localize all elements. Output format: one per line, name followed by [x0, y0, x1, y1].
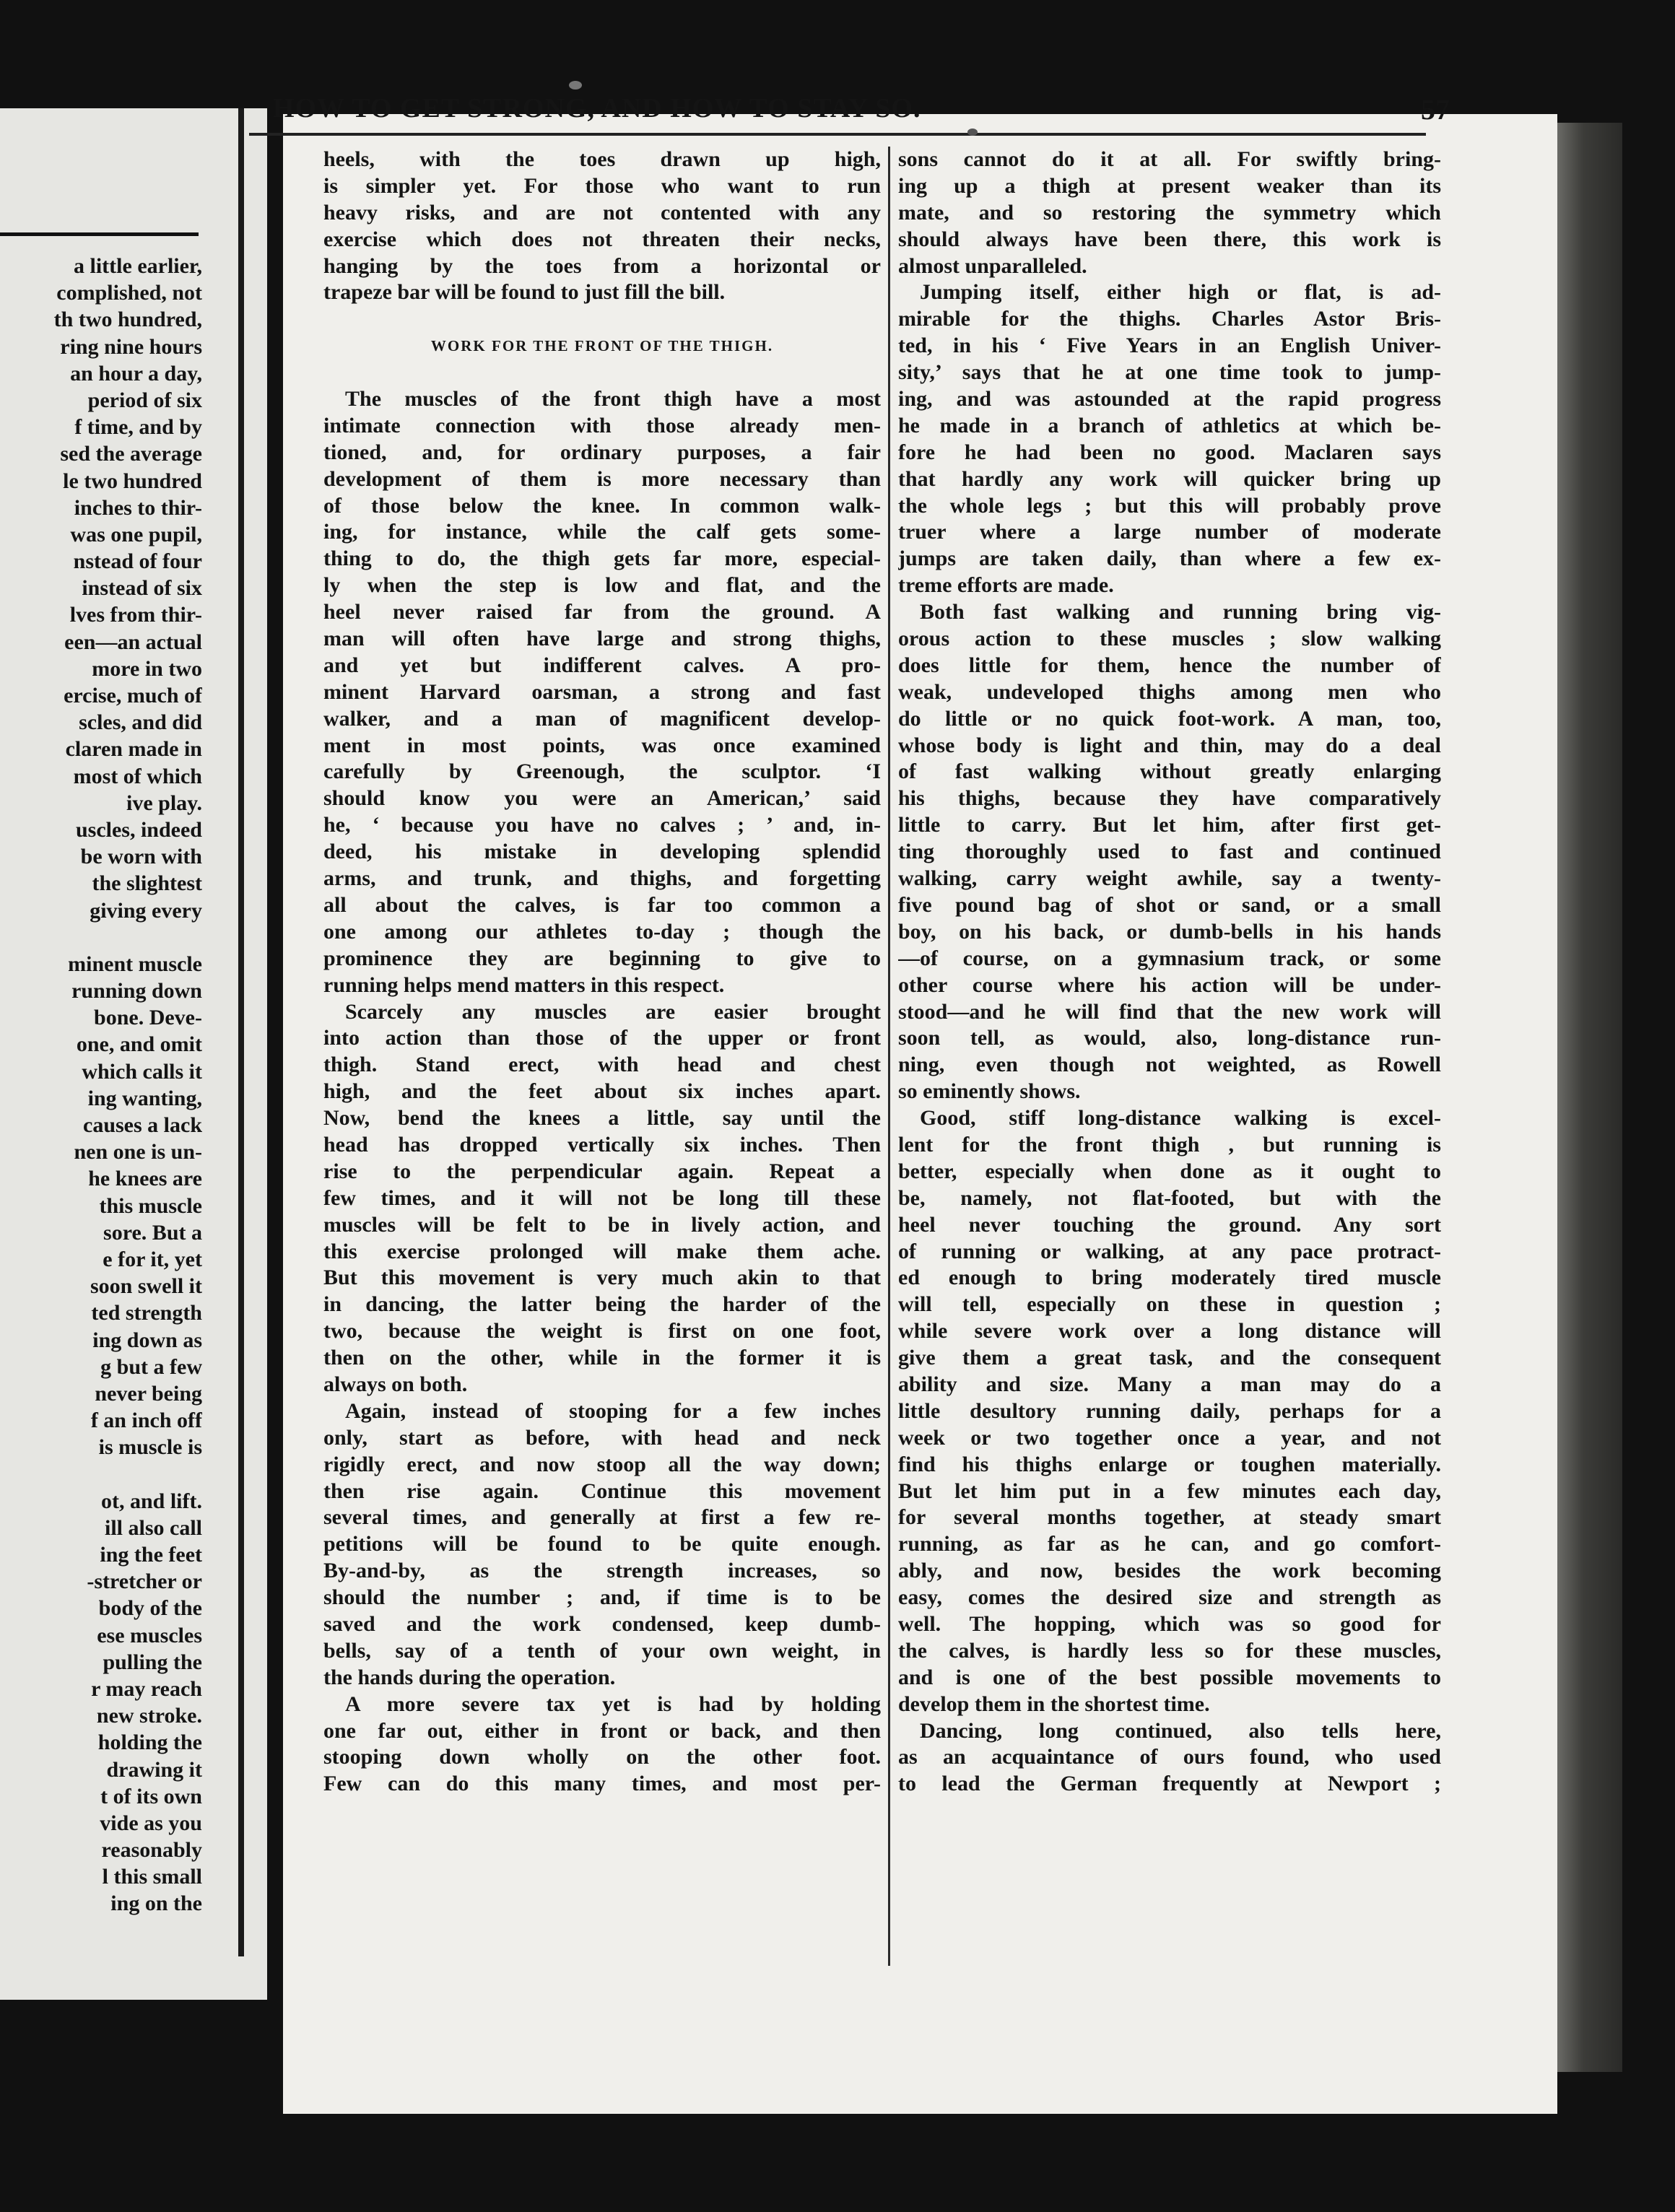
facing-page-line: f an inch off: [90, 1408, 202, 1433]
text-line: ning, even though not weighted, as Rowell: [898, 1053, 1441, 1077]
text-line: heel never raised far from the ground. A: [323, 600, 881, 624]
column-divider: [888, 147, 890, 1966]
text-line: boy, on his back, or dumb-bells in his hands: [898, 919, 1441, 944]
text-line: Good, stiff long-distance walking is excel-: [920, 1106, 1441, 1131]
text-line: But this movement is very much akin to that: [323, 1266, 881, 1290]
text-line: few times, and it will not be long till these: [323, 1185, 881, 1210]
facing-page-line: the slightest: [92, 871, 202, 896]
facing-page-line: holding the: [97, 1730, 202, 1755]
facing-page-line: uscles, indeed: [75, 817, 202, 842]
text-line: ted, in his ‘ Five Years in an English Univer-: [898, 334, 1441, 358]
text-line: will tell, especially on these in question ;: [898, 1292, 1441, 1317]
text-line: ly when the step is low and flat, and the: [323, 573, 881, 598]
facing-page-line: nstead of four: [73, 549, 202, 574]
facing-page-line: most of which: [73, 764, 202, 788]
text-line: heel never touching the ground. Any sort: [898, 1212, 1441, 1237]
text-line: in dancing, the latter being the harder of the: [323, 1292, 881, 1317]
text-line: —of course, on a gymnasium track, or some: [898, 946, 1441, 970]
text-line: rise to the perpendicular again. Repeat a: [323, 1159, 881, 1183]
facing-page-line: one, and omit: [76, 1032, 202, 1057]
text-line: truer where a large number of moderate: [898, 520, 1441, 544]
facing-page-line: claren made in: [65, 737, 202, 762]
facing-page-line: ot, and lift.: [100, 1489, 202, 1513]
text-line: this exercise prolonged will make them ache.: [323, 1239, 881, 1263]
facing-page-line: g but a few: [100, 1354, 202, 1379]
page-number: 57: [1421, 93, 1450, 126]
text-line: orous action to these muscles ; slow walking: [898, 627, 1441, 651]
text-line: one far out, either in front or back, and then: [323, 1718, 881, 1743]
text-line: ing, for instance, while the calf gets some-: [323, 520, 881, 544]
text-line: well. The hopping, which was so good for: [898, 1611, 1441, 1636]
text-line: prominence they are beginning to give to: [323, 946, 881, 970]
text-line: that hardly any work will quicker bring up: [898, 466, 1441, 491]
text-line: is simpler yet. For those who want to run: [323, 173, 881, 198]
text-line: minent Harvard oarsman, a strong and fast: [323, 679, 881, 704]
facing-page-line: which calls it: [82, 1059, 202, 1084]
text-line: several times, and generally at first a few re-: [323, 1505, 881, 1530]
facing-page-line: ing wanting,: [87, 1086, 202, 1110]
text-line: five pound bag of shot or sand, or a small: [898, 892, 1441, 917]
text-line: of fast walking without greatly enlarging: [898, 759, 1441, 784]
page-header: [273, 92, 1450, 129]
text-line: Scarcely any muscles are easier brought: [345, 999, 881, 1024]
facing-page-line: vide as you: [100, 1811, 202, 1835]
text-line: then rise again. Continue this movement: [323, 1479, 881, 1503]
facing-page-line: a little earlier,: [74, 254, 202, 278]
text-line: soon tell, as would, also, long-distance run-: [898, 1026, 1441, 1050]
text-line: [323, 306, 881, 333]
facing-page-line: running down: [71, 979, 202, 1003]
text-line: ability and size. Many a man may do a: [898, 1372, 1441, 1396]
text-line: should always have been there, this work is: [898, 227, 1441, 251]
text-line: for several months together, at steady smart: [898, 1505, 1441, 1530]
facing-page-line: ercise, much of: [64, 684, 202, 707]
facing-page-line: f time, and by: [74, 415, 202, 440]
facing-page-line: never being: [95, 1381, 202, 1406]
text-line: one among our athletes to-day ; though the: [323, 919, 881, 944]
facing-page-line: new stroke.: [96, 1704, 202, 1728]
text-line: the whole legs ; but this will probably prove: [898, 493, 1441, 518]
text-line: trapeze bar will be found to just fill the bill.: [323, 280, 726, 305]
facing-page-line: ted strength: [91, 1301, 202, 1325]
text-line: Few can do this many times, and most per-: [323, 1772, 881, 1796]
text-line: mirable for the thighs. Charles Astor Bris-: [898, 307, 1441, 331]
text-line: running helps mend matters in this respect.: [323, 972, 725, 997]
text-line: arms, and trunk, and thighs, and forgetting: [323, 866, 881, 891]
facing-page-line: [0, 924, 202, 951]
facing-page-line: complished, not: [56, 281, 202, 305]
facing-page-line: he knees are: [88, 1167, 202, 1191]
text-line: walker, and a man of magnificent develop-: [323, 706, 881, 731]
text-line: does little for them, hence the number of: [898, 653, 1441, 677]
text-line: all about the calves, is far too common a: [323, 892, 881, 917]
text-line: thing to do, the thigh gets far more, especial-: [323, 547, 881, 571]
text-line: into action than those of the upper or front: [323, 1026, 881, 1050]
text-line: find his thighs enlarge or toughen materially.: [898, 1452, 1441, 1476]
facing-page-line: lves from thir-: [69, 603, 202, 627]
text-line: he made in a branch of athletics at which be-: [898, 413, 1441, 437]
text-line: little to carry. But let him, after first get-: [898, 813, 1441, 837]
text-line: ing, and was astounded at the rapid progress: [898, 387, 1441, 412]
text-line: rigidly erect, and now stoop all the way down;: [323, 1452, 881, 1476]
facing-page-line: pulling the: [103, 1650, 202, 1674]
text-line: weak, undeveloped thighs among men who: [898, 679, 1441, 704]
facing-page-line: le two hundred: [63, 469, 202, 493]
text-line: ably, and now, besides the work becoming: [898, 1559, 1441, 1583]
facing-page-line: soon swell it: [90, 1274, 202, 1299]
text-line: heavy risks, and are not contented with any: [323, 200, 881, 225]
text-line: of those below the knee. In common walk-: [323, 493, 881, 518]
text-line: mate, and so restoring the symmetry which: [898, 200, 1441, 225]
facing-page-line: scles, and did: [79, 710, 202, 735]
facing-page-line: r may reach: [91, 1676, 202, 1701]
facing-page-line: ill also call: [105, 1515, 202, 1540]
text-line: stood—and he will find that the new work will: [898, 999, 1441, 1024]
facing-page-text: [0, 253, 202, 1917]
ink-speck: [569, 81, 582, 90]
text-line: treme efforts are made.: [898, 573, 1114, 598]
text-line: But let him put in a few minutes each day,: [898, 1479, 1441, 1503]
text-line: saved and the work condensed, keep dumb-: [323, 1611, 881, 1636]
ink-speck: [967, 129, 978, 136]
text-line: intimate connection with those already men-: [323, 413, 881, 437]
facing-page-line: be worn with: [80, 845, 202, 869]
text-line: carefully by Greenough, the sculptor. ‘I: [323, 759, 881, 784]
text-line: easy, comes the desired size and strength as: [898, 1585, 1441, 1610]
facing-page-header-rule: [0, 232, 199, 236]
facing-page-line: een—an actual: [64, 630, 202, 654]
facing-page-line: [0, 1460, 202, 1487]
text-line: only, start as before, with head and neck: [323, 1425, 881, 1450]
text-line: other course where his action will be under-: [898, 972, 1441, 997]
text-line: By-and-by, as the strength increases, so: [323, 1559, 881, 1583]
text-line: the calves, is hardly less so for these muscles,: [898, 1638, 1441, 1663]
text-line: heels, with the toes drawn up high,: [323, 147, 881, 171]
facing-page-line: more in two: [92, 656, 202, 681]
text-line: Jumping itself, either high or flat, is ad-: [920, 280, 1441, 305]
facing-page-line: drawing it: [106, 1757, 202, 1782]
facing-page-line: ing on the: [110, 1891, 202, 1916]
text-line: of running or walking, at any pace protract-: [898, 1239, 1441, 1263]
facing-page-line: period of six: [87, 388, 202, 412]
running-title: HOW TO GET STRONG, AND HOW TO STAY SO.: [273, 93, 921, 123]
text-line: ting thoroughly used to fast and continued: [898, 840, 1441, 864]
text-line: while severe work over a long distance will: [898, 1319, 1441, 1344]
facing-page-line: causes a lack: [83, 1113, 202, 1137]
text-line: sons cannot do it at all. For swiftly bring-: [898, 147, 1441, 171]
text-line: tioned, and, for ordinary purposes, a fair: [323, 440, 881, 464]
facing-page-line: inches to thir-: [74, 495, 202, 520]
text-line: then on the other, while in the former it is: [323, 1346, 881, 1370]
text-line: thigh. Stand erect, with head and chest: [323, 1053, 881, 1077]
page-edge-shadow: [1557, 123, 1622, 2072]
text-line: Now, bend the knees a little, say until the: [323, 1106, 881, 1131]
text-line: The muscles of the front thigh have a most: [345, 387, 881, 412]
text-line: and yet but indifferent calves. A pro-: [323, 653, 881, 677]
facing-page-line: reasonably: [101, 1838, 202, 1863]
text-line: ing up a thigh at present weaker than its: [898, 173, 1441, 198]
text-line: do little or no quick foot-work. A man, too,: [898, 706, 1441, 731]
facing-page-line: giving every: [90, 898, 202, 923]
text-line: he, ‘ because you have no calves ; ’ and, in-: [323, 813, 881, 837]
text-line: the hands during the operation.: [323, 1665, 616, 1689]
facing-page-line: bone. Deve-: [94, 1006, 202, 1030]
facing-page-line: t of its own: [100, 1784, 202, 1808]
facing-page-line: this muscle: [99, 1193, 202, 1218]
facing-page-line: sed the average: [60, 442, 202, 466]
text-line: A more severe tax yet is had by holding: [345, 1691, 881, 1716]
text-column-left: [323, 147, 881, 1798]
header-rule: [249, 133, 1426, 136]
text-line: should the number ; and, if time is to be: [323, 1585, 881, 1610]
facing-page-line: ive play.: [126, 791, 202, 815]
text-line: and is one of the best possible movements to: [898, 1665, 1441, 1689]
text-line: man will often have large and strong thighs,: [323, 627, 881, 651]
text-line: better, especially when done as it ought to: [898, 1159, 1441, 1183]
text-line: high, and the feet about six inches apart.: [323, 1079, 881, 1104]
text-line: exercise which does not threaten their necks,: [323, 227, 881, 251]
text-line: always on both.: [323, 1372, 468, 1396]
facing-page-line: ese muscles: [97, 1623, 202, 1647]
text-line: running, as far as he can, and go comfort-: [898, 1532, 1441, 1556]
facing-page-line: instead of six: [82, 576, 202, 601]
text-line: Again, instead of stooping for a few inches: [345, 1398, 881, 1423]
text-line: be, namely, not flat-footed, but with the: [898, 1185, 1441, 1210]
text-line: week or two together once a year, and not: [898, 1425, 1441, 1450]
text-line: Both fast walking and running bring vig-: [920, 600, 1441, 624]
facing-page-line: e for it, yet: [103, 1247, 202, 1271]
text-line: ment in most points, was once examined: [323, 733, 881, 757]
text-column-right: [898, 147, 1441, 1798]
text-line: lent for the front thigh , but running is: [898, 1132, 1441, 1157]
text-line: so eminently shows.: [898, 1079, 1081, 1104]
text-line: muscles will be felt to be in lively action, and: [323, 1212, 881, 1237]
facing-page-line: sore. But a: [103, 1220, 202, 1245]
text-line: [323, 360, 881, 386]
text-line: development of them is more necessary than: [323, 466, 881, 491]
text-line: sity,’ says that he at one time took to jump-: [898, 360, 1441, 385]
text-line: head has dropped vertically six inches. Then: [323, 1132, 881, 1157]
text-line: almost unparalleled.: [898, 253, 1087, 278]
facing-page-line: ring nine hours: [60, 334, 202, 359]
gutter-shadow: [238, 108, 244, 1956]
facing-page-line: was one pupil,: [70, 522, 202, 547]
text-line: petitions will be found to be quite enough.: [323, 1532, 881, 1556]
facing-page-line: body of the: [98, 1596, 202, 1621]
facing-page-line: -stretcher or: [87, 1569, 202, 1594]
text-line: hanging by the toes from a horizontal or: [323, 253, 881, 278]
facing-page-fragment: [0, 108, 267, 2000]
text-line: give them a great task, and the consequent: [898, 1346, 1441, 1370]
text-line: should know you were an American,’ said: [323, 786, 881, 811]
text-line: his thighs, because they have comparatively: [898, 786, 1441, 811]
section-heading: WORK FOR THE FRONT OF THE THIGH.: [430, 337, 774, 355]
text-line: fore he had been no good. Maclaren says: [898, 440, 1441, 464]
facing-page-line: minent muscle: [68, 952, 202, 976]
facing-page-line: is muscle is: [98, 1435, 202, 1460]
facing-page-line: th two hundred,: [53, 308, 202, 332]
facing-page-line: nen one is un-: [74, 1140, 202, 1164]
facing-page-line: ing the feet: [100, 1543, 202, 1567]
text-line: stooping down wholly on the other foot.: [323, 1745, 881, 1769]
text-line: develop them in the shortest time.: [898, 1691, 1210, 1716]
text-line: jumps are taken daily, than where a few ex-: [898, 547, 1441, 571]
facing-page-line: ing down as: [92, 1328, 202, 1352]
text-line: whose body is light and thin, may do a deal: [898, 733, 1441, 757]
text-line: walking, carry weight awhile, say a twenty-: [898, 866, 1441, 891]
text-line: as an acquaintance of ours found, who used: [898, 1745, 1441, 1769]
text-line: to lead the German frequently at Newport ;: [898, 1772, 1441, 1796]
text-line: Dancing, long continued, also tells here,: [920, 1718, 1441, 1743]
text-line: deed, his mistake in developing splendid: [323, 840, 881, 864]
text-line: two, because the weight is first on one foot,: [323, 1319, 881, 1344]
text-line: ed enough to bring moderately tired muscle: [898, 1266, 1441, 1290]
facing-page-line: an hour a day,: [70, 361, 202, 386]
facing-page-line: l this small: [102, 1865, 202, 1889]
text-line: little desultory running daily, perhaps for a: [898, 1398, 1441, 1423]
text-line: bells, say of a tenth of your own weight, in: [323, 1638, 881, 1663]
